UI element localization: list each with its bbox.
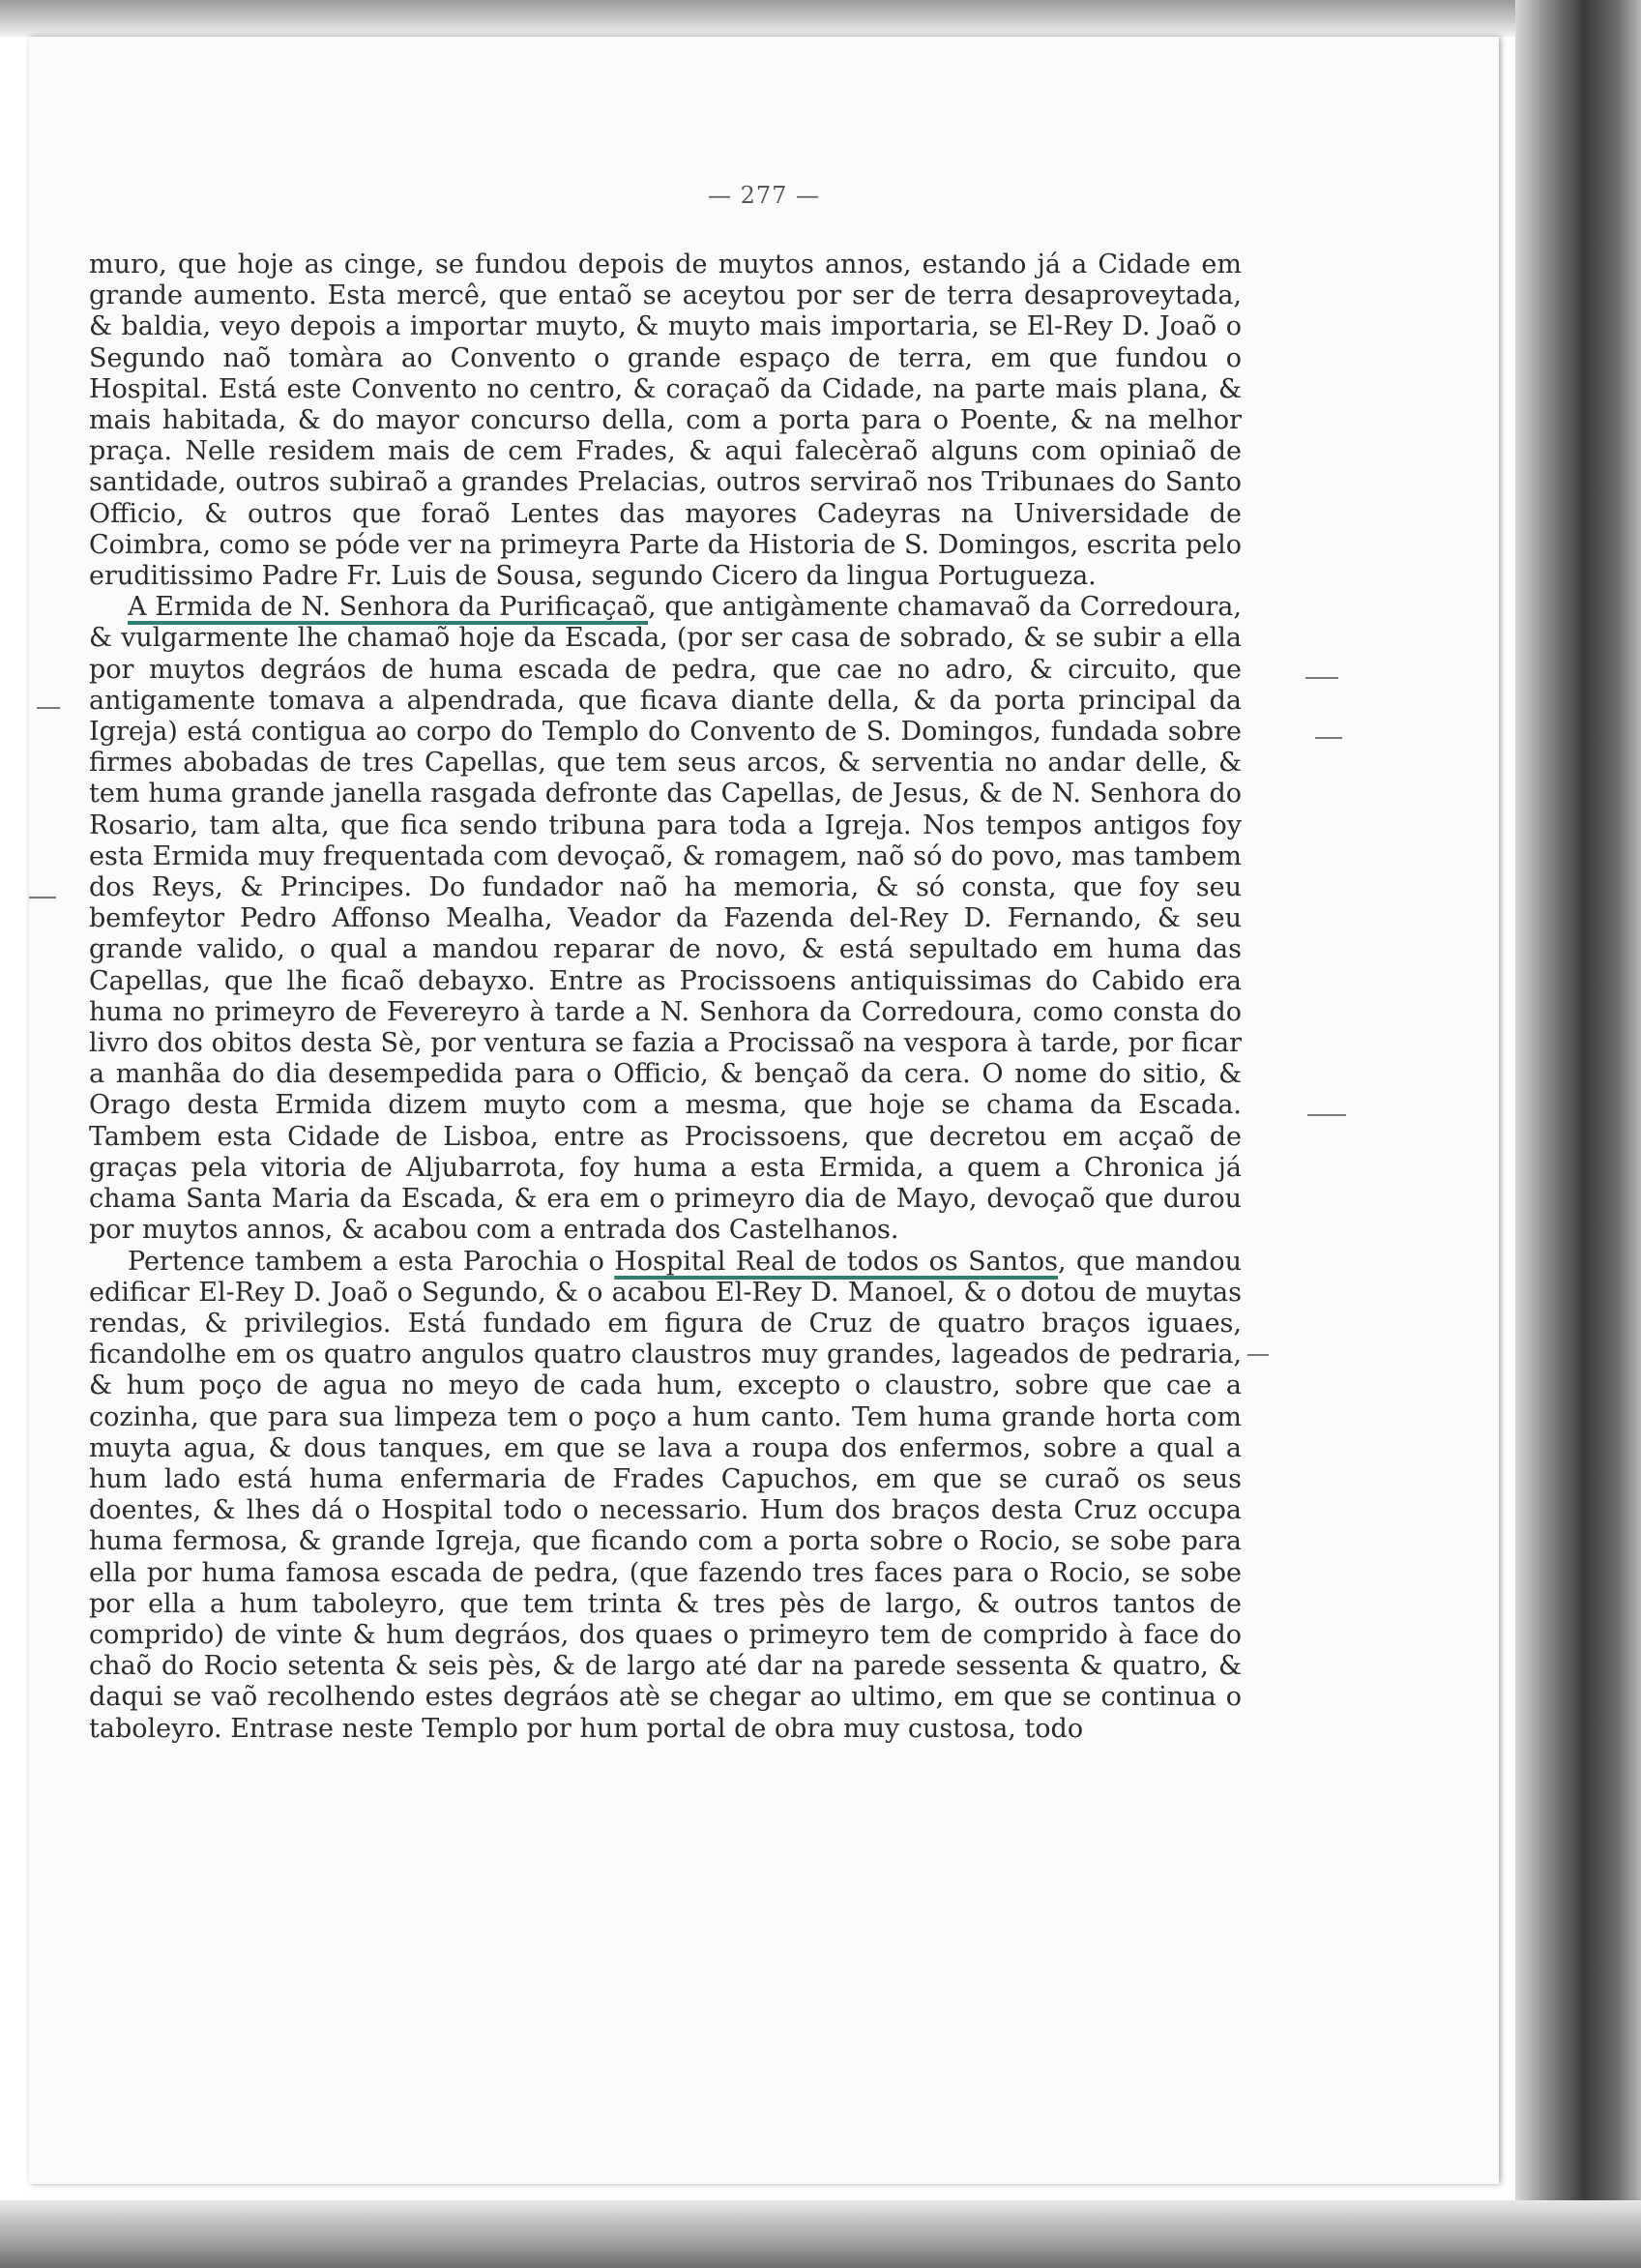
book-page	[29, 37, 1499, 2184]
page-number: — 277 —	[707, 182, 821, 209]
margin-mark	[1315, 737, 1342, 739]
underlined-heading-ermida: A Ermida de N. Senhora da Purificaçaõ	[128, 592, 649, 623]
paragraph-ermida	[89, 592, 1242, 1246]
paragraph-text: , que mandou edificar El-Rey D. Joaõ o Segundo, & o acabou El-Rey D. Manoel, & o dotou de muytas rendas, & privilegios. Está fundado em figura de Cruz de quatro braços iguaes, ficandolhe em os quatro angulos quatro claustros muy grandes, lageados de pedraria, & hum poço de agua no meyo de cada hum, excepto o claustro, sobre que cae a cozinha, que para sua limpeza tem o poço a hum canto. Tem huma grande horta com muyta agua, & dous tanques, em que se lava a roupa dos enfermos, sobre a qual a hum lado está huma enfermaria de Frades Capuchos, em que se curaõ os seus doentes, & lhes dá o Hospital todo o necessario. Hum dos braços desta Cruz occupa huma fermosa, & grande Igreja, que ficando com a porta sobre o Rocio, se sobe para ella por huma famosa escada de pedra, (que fazendo tres faces para o Rocio, se sobe por ella a hum taboleyro, que tem trinta & tres pès de largo, & outros tantos de comprido) de vinte & hum degráos, dos quaes o primeyro tem de comprido à face do chaõ do Rocio setenta & seis pès, & de largo até dar na parede sessenta & quatro, & daqui se vaõ recolhendo estes degráos atè se chegar ao ultimo, em que se continua o taboleyro. Entrase neste Templo por hum portal de obra muy custosa, todo	[89, 1246, 1242, 1744]
paragraph-convento	[89, 250, 1242, 592]
underlined-heading-hospital: Hospital Real de todos os Santos	[614, 1246, 1059, 1277]
paragraph-text: , que antigàmente chamavaõ da Corredoura, & vulgarmente lhe chamaõ hoje da Escada, (por ser casa de sobrado, & se subir a ella por muytos degráos de huma escada de pedra, que cae no adro, & circuito, que antigamente tomava a alpendrada, que ficava diante della, & da porta principal da Igreja) está contigua ao corpo do Templo do Convento de S. Domingos, fundada sobre firmes abobadas de tres Capellas, que tem seus arcos, & serventia no andar delle, & tem huma grande janella rasgada defronte das Capellas, de Jesus, & de N. Senhora do Rosario, tam alta, que fica sendo tribuna para toda a Igreja. Nos tempos antigos foy esta Ermida muy frequentada com devoçaõ, & romagem, naõ só do povo, mas tambem dos Reys, & Principes. Do fundador naõ ha memoria, & só consta, que foy seu bemfeytor Pedro Affonso Mealha, Veador da Fazenda del-Rey D. Fernando, & seu grande valido, o qual a mandou reparar de novo, & está sepultado em huma das Capellas, que lhe ficaõ debayxo. Entre as Procissoens antiquissimas do Cabido era huma no primeyro de Fevereyro à tarde a N. Senhora da Corredoura, como consta do livro dos obitos desta Sè, por ventura se fazia a Procissaõ na vespora à tarde, por ficar a manhãa do dia desempedida para o Officio, & bençaõ da cera. O nome do sitio, & Orago desta Ermida dizem muyto com a mesma, que hoje se chama da Escada. Tambem esta Cidade de Lisboa, entre as Procissoens, que decretou em acçaõ de graças pela vitoria de Aljubarrota, foy huma a esta Ermida, a quem a Chronica já chama Santa Maria da Escada, & era em o primeyro dia de Mayo, devoçaõ que durou por muytos annos, & acabou com a entrada dos Castelhanos.	[89, 592, 1242, 1246]
scan-border-bottom	[0, 2200, 1641, 2268]
scan-border-right	[1515, 0, 1641, 2268]
paragraph-hospital	[89, 1247, 1242, 1745]
margin-mark	[29, 897, 56, 898]
paragraph-text: Pertence tambem a esta Parochia o	[128, 1246, 615, 1277]
paragraph-text: muro, que hoje as cinge, se fundou depois de muytos annos, estando já a Cidade em grande aumento. Esta mercê, que entaõ se aceytou por ser de terra desaproveytada, & baldia, veyo depois a importar muyto, & muyto mais importaria, se El-Rey D. Joaõ o Segundo naõ tomàra ao Convento o grande espaço de terra, em que fundou o Hospital. Está este Convento no centro, & coraçaõ da Cidade, na parte mais plana, & mais habitada, & do mayor concurso della, com a porta para o Poente, & na melhor praça. Nelle residem mais de cem Frades, & aqui falecèraõ alguns com opiniaõ de santidade, outros subiraõ a grandes Prelacias, outros serviraõ nos Tribunaes do Santo Officio, & outros que foraõ Lentes das mayores Cadeyras na Universidade de Coimbra, como se póde ver na primeyra Parte da Historia de S. Domingos, escrita pelo eruditissimo Padre Fr. Luis de Sousa, segundo Cicero da lingua Portugueza.	[89, 250, 1242, 592]
body-text	[89, 250, 1242, 1745]
scan-border-top	[0, 0, 1641, 37]
margin-mark	[1305, 677, 1338, 679]
margin-mark	[37, 707, 60, 709]
margin-mark	[1307, 1114, 1346, 1116]
margin-mark	[1247, 1354, 1269, 1356]
